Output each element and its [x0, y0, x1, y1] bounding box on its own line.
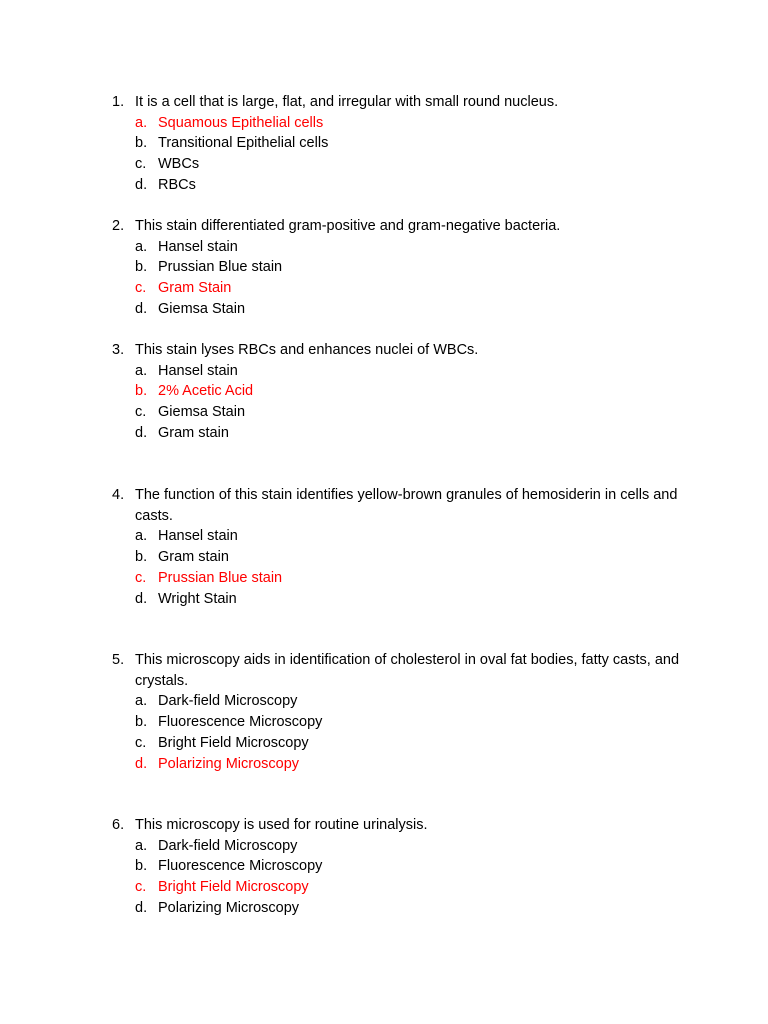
- option-text: RBCs: [158, 176, 196, 193]
- option-letter: a.: [135, 362, 148, 379]
- option-text: Gram stain: [158, 424, 229, 441]
- option-b: [112, 856, 692, 877]
- option-text: Gram stain: [158, 549, 229, 566]
- option-list: [112, 113, 692, 196]
- option-b: [112, 257, 692, 278]
- option-text: Fluorescence Microscopy: [158, 858, 323, 875]
- option-letter: c.: [135, 879, 147, 896]
- option-letter: c.: [135, 404, 147, 421]
- option-letter: b.: [135, 858, 148, 875]
- question-1: [112, 92, 692, 196]
- option-text: Giemsa Stain: [158, 404, 246, 421]
- question-text: The function of this stain identifies yellow-brown granules of hemosiderin in cells and casts.: [135, 487, 678, 524]
- option-text: Giemsa Stain: [158, 300, 246, 317]
- option-letter: c.: [135, 280, 147, 297]
- option-d: [112, 299, 692, 320]
- option-list: [112, 361, 692, 444]
- option-letter: b.: [135, 714, 148, 731]
- option-text: WBCs: [158, 156, 200, 173]
- option-letter: b.: [135, 259, 148, 276]
- option-text: Bright Field Microscopy: [158, 734, 309, 751]
- question-text: This stain lyses RBCs and enhances nuclei of WBCs.: [135, 342, 479, 358]
- question-text: This microscopy is used for routine urinalysis.: [135, 817, 428, 833]
- option-c: [112, 568, 692, 589]
- option-c: [112, 278, 692, 299]
- option-letter: a.: [135, 837, 148, 854]
- question-line: [112, 340, 692, 361]
- option-text: Hansel stain: [158, 238, 238, 255]
- question-number: 4.: [112, 487, 125, 503]
- question-line: [112, 92, 692, 113]
- option-b: [112, 547, 692, 568]
- option-letter: d.: [135, 300, 148, 317]
- option-text: Prussian Blue stain: [158, 569, 283, 586]
- option-list: [112, 526, 692, 609]
- option-d: [112, 423, 692, 444]
- question-text: This microscopy aids in identification of cholesterol in oval fat bodies, fatty casts, and crystals.: [135, 652, 680, 689]
- option-letter: a.: [135, 528, 148, 545]
- question-line: [112, 650, 692, 691]
- option-c: [112, 877, 692, 898]
- option-list: [112, 691, 692, 774]
- option-text: Gram Stain: [158, 280, 232, 297]
- question-number: 1.: [112, 94, 125, 110]
- question-5: [112, 650, 692, 774]
- question-number: 2.: [112, 218, 125, 234]
- question-number: 5.: [112, 652, 125, 668]
- option-letter: d.: [135, 176, 148, 193]
- question-text: It is a cell that is large, flat, and irregular with small round nucleus.: [135, 94, 559, 110]
- question-number: 3.: [112, 342, 125, 358]
- option-d: [112, 754, 692, 775]
- option-text: Bright Field Microscopy: [158, 879, 309, 896]
- option-a: [112, 836, 692, 857]
- option-b: [112, 381, 692, 402]
- option-letter: c.: [135, 156, 147, 173]
- option-c: [112, 733, 692, 754]
- option-text: Fluorescence Microscopy: [158, 714, 323, 731]
- option-text: Polarizing Microscopy: [158, 899, 300, 916]
- option-letter: a.: [135, 238, 148, 255]
- question-number: 6.: [112, 817, 125, 833]
- option-list: [112, 237, 692, 320]
- question-4: [112, 485, 692, 609]
- option-b: [112, 133, 692, 154]
- question-6: [112, 815, 692, 919]
- option-a: [112, 361, 692, 382]
- option-b: [112, 712, 692, 733]
- option-d: [112, 589, 692, 610]
- option-a: [112, 691, 692, 712]
- question-line: [112, 216, 692, 237]
- option-text: Wright Stain: [158, 590, 237, 607]
- question-text: This stain differentiated gram-positive and gram-negative bacteria.: [135, 218, 561, 234]
- option-text: Dark-field Microscopy: [158, 837, 298, 854]
- option-c: [112, 154, 692, 175]
- option-d: [112, 175, 692, 196]
- option-text: Transitional Epithelial cells: [158, 135, 329, 152]
- question-line: [112, 815, 692, 836]
- option-letter: d.: [135, 590, 148, 607]
- question-3: [112, 340, 692, 444]
- option-letter: c.: [135, 569, 147, 586]
- option-a: [112, 113, 692, 134]
- option-letter: a.: [135, 693, 148, 710]
- option-letter: c.: [135, 734, 147, 751]
- option-d: [112, 898, 692, 919]
- option-letter: a.: [135, 114, 148, 131]
- option-letter: d.: [135, 899, 148, 916]
- option-letter: b.: [135, 549, 148, 566]
- option-a: [112, 237, 692, 258]
- option-text: 2% Acetic Acid: [158, 383, 254, 400]
- option-letter: d.: [135, 755, 148, 772]
- question-2: [112, 216, 692, 320]
- option-a: [112, 526, 692, 547]
- option-text: Prussian Blue stain: [158, 259, 283, 276]
- question-line: [112, 485, 692, 526]
- option-c: [112, 402, 692, 423]
- option-text: Hansel stain: [158, 528, 238, 545]
- option-letter: d.: [135, 424, 148, 441]
- option-text: Squamous Epithelial cells: [158, 114, 324, 131]
- option-text: Hansel stain: [158, 362, 238, 379]
- option-list: [112, 836, 692, 919]
- option-text: Dark-field Microscopy: [158, 693, 298, 710]
- option-letter: b.: [135, 135, 148, 152]
- option-letter: b.: [135, 383, 148, 400]
- option-text: Polarizing Microscopy: [158, 755, 300, 772]
